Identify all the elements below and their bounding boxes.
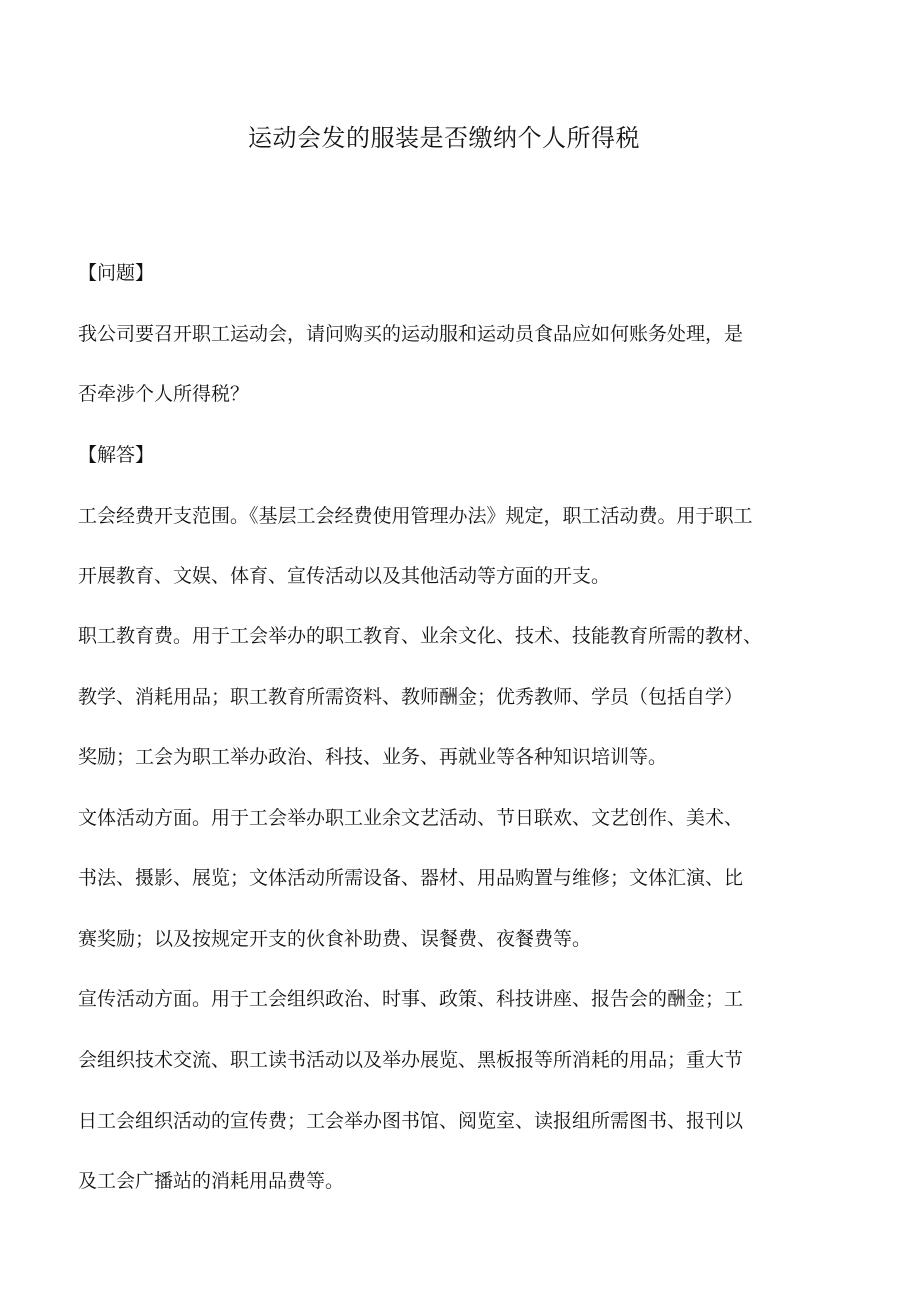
- paragraph-4-line-2: 会组织技术交流、职工读书活动以及举办展览、黑板报等所消耗的用品；重大节: [78, 1049, 744, 1071]
- paragraph-3-line-1: 文体活动方面。用于工会举办职工业余文艺活动、节日联欢、文艺创作、美术、: [78, 807, 744, 829]
- paragraph-4-line-1: 宣传活动方面。用于工会组织政治、时事、政策、科技讲座、报告会的酬金；工: [78, 988, 744, 1010]
- paragraph-4-line-4: 及工会广播站的消耗用品费等。: [78, 1170, 345, 1192]
- paragraph-1-line-2: 开展教育、文娱、体育、宣传活动以及其他活动等方面的开支。: [78, 565, 611, 587]
- document-title: 运动会发的服装是否缴纳个人所得税: [248, 124, 640, 152]
- paragraph-2-line-2: 教学、消耗用品；职工教育所需资料、教师酬金；优秀教师、学员（包括自学）: [78, 686, 744, 708]
- question-heading: 【问题】: [78, 262, 155, 284]
- paragraph-4-line-3: 日工会组织活动的宣传费；工会举办图书馆、阅览室、读报组所需图书、报刊以: [78, 1110, 744, 1132]
- answer-heading: 【解答】: [78, 444, 155, 466]
- paragraph-2-line-1: 职工教育费。用于工会举办的职工教育、业余文化、技术、技能教育所需的教材、: [78, 625, 763, 647]
- paragraph-3-line-2: 书法、摄影、展览；文体活动所需设备、器材、用品购置与维修；文体汇演、比: [78, 867, 744, 889]
- paragraph-3-line-3: 赛奖励；以及按规定开支的伙食补助费、误餐费、夜餐费等。: [78, 928, 592, 950]
- paragraph-2-line-3: 奖励；工会为职工举办政治、科技、业务、再就业等各种知识培训等。: [78, 746, 668, 768]
- question-line-2: 否牵涉个人所得税？: [78, 383, 250, 405]
- paragraph-1-line-1: 工会经费开支范围。《基层工会经费使用管理办法》规定，职工活动费。用于职工: [78, 505, 753, 527]
- question-line-1: 我公司要召开职工运动会，请问购买的运动服和运动员食品应如何账务处理，是: [78, 323, 744, 345]
